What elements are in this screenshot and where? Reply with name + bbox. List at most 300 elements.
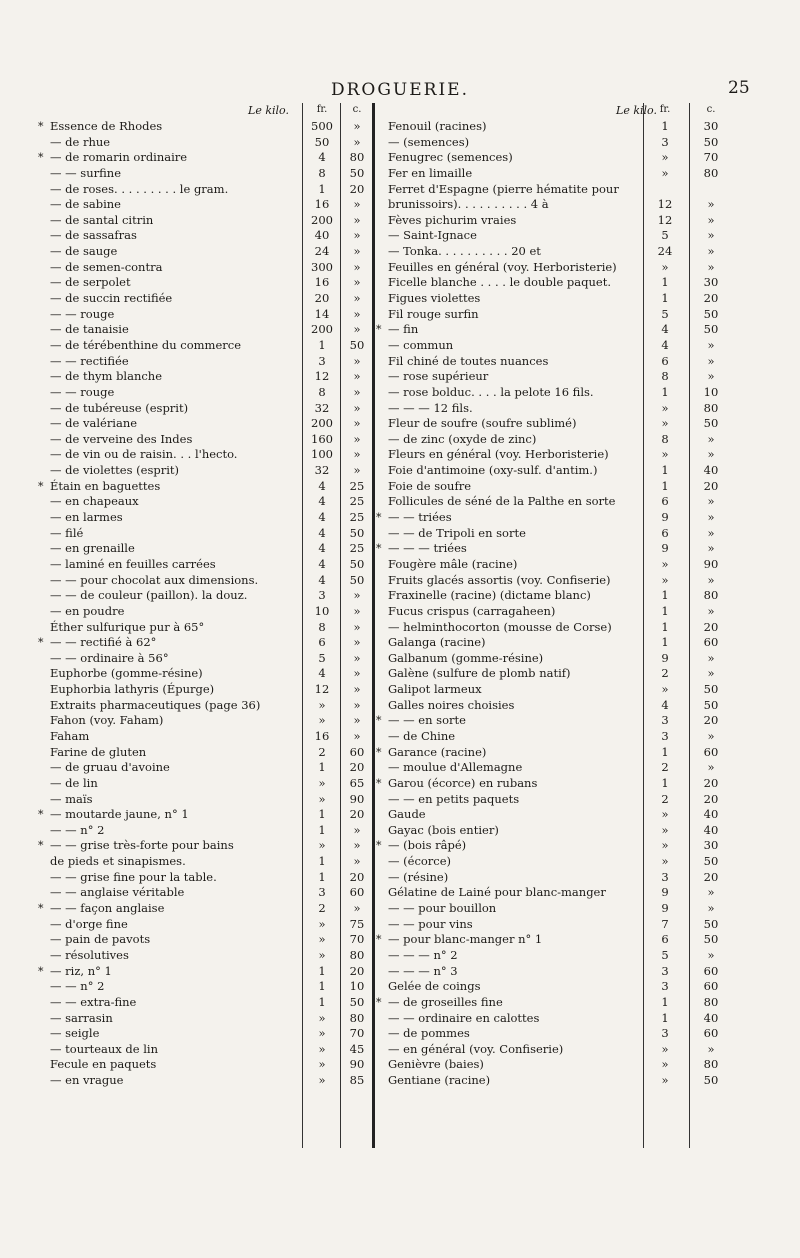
list-item [382, 682, 737, 698]
price-francs: 200 [311, 322, 333, 337]
item-name: — moulue d'Allemagne [388, 760, 523, 775]
price-francs: 12 [657, 197, 673, 212]
list-item [44, 228, 369, 244]
price-centimes: 60 [703, 963, 719, 978]
item-name: Ficelle blanche . . . . le double paquet. [388, 275, 611, 290]
price-centimes: » [353, 353, 361, 368]
list-item [44, 369, 369, 385]
item-name: Euphorbe (gomme-résine) [50, 666, 203, 681]
price-centimes: 85 [349, 1073, 365, 1088]
price-centimes: 70 [349, 1026, 365, 1041]
price-centimes: 20 [349, 869, 365, 884]
price-centimes: 60 [703, 744, 719, 759]
list-item [382, 870, 737, 886]
list-item [38, 150, 369, 166]
item-name: — résolutives [50, 947, 129, 962]
list-item [44, 776, 369, 792]
list-item [44, 526, 369, 542]
item-name: — de pommes [388, 1026, 470, 1041]
item-name: — — — 12 fils. [388, 400, 473, 415]
price-francs: 3 [318, 885, 326, 900]
item-name: Étain en baguettes [50, 478, 161, 493]
list-item [382, 213, 737, 229]
list-item [382, 416, 737, 432]
item-name: — d'orge fine [50, 916, 128, 931]
price-francs: 12 [314, 369, 330, 384]
list-item [382, 1011, 737, 1027]
item-name: — de semen-contra [50, 259, 163, 274]
price-centimes: 10 [703, 384, 719, 399]
price-francs: 1 [661, 119, 669, 133]
item-name: Fil rouge surfin [388, 306, 479, 321]
item-name: — de serpolet [50, 275, 131, 290]
item-name: Galipot larmeux [388, 682, 482, 697]
list-item [382, 244, 737, 260]
item-name: — de sassafras [50, 228, 137, 243]
price-francs: 5 [318, 650, 326, 665]
price-francs: 10 [314, 603, 330, 618]
price-francs: » [318, 932, 326, 947]
item-name: Galles noires choisies [388, 697, 515, 712]
price-centimes: 40 [703, 463, 719, 478]
price-francs: » [661, 416, 669, 431]
page-number: 25 [728, 78, 750, 98]
list-item [44, 932, 369, 948]
item-name: — de verveine des Indes [50, 431, 193, 446]
list-item [44, 729, 369, 745]
list-item [382, 291, 737, 307]
price-francs: » [318, 1057, 326, 1072]
price-francs: 6 [318, 635, 326, 650]
item-name: Fahon (voy. Faham) [50, 713, 164, 728]
item-name: — — ordinaire à 56° [50, 650, 169, 665]
price-francs: 1 [661, 603, 669, 618]
item-name: Gayac (bois entier) [388, 822, 499, 837]
price-francs: 3 [318, 588, 326, 603]
list-item [44, 651, 369, 667]
item-name: — — surfine [50, 165, 121, 180]
price-francs: 3 [661, 869, 669, 884]
price-centimes: » [707, 525, 715, 540]
list-item [382, 385, 737, 401]
price-francs: 16 [314, 197, 330, 212]
item-name: Fleurs en général (voy. Herboristerie) [388, 447, 609, 462]
item-name: Figues violettes [388, 291, 481, 306]
item-name: — — rouge [50, 384, 115, 399]
item-name: Faham [50, 728, 90, 743]
price-francs: 5 [661, 947, 669, 962]
list-item [38, 119, 369, 135]
price-francs: 1 [661, 275, 669, 290]
price-francs: » [318, 947, 326, 962]
price-centimes: » [353, 416, 361, 431]
price-centimes: » [353, 244, 361, 259]
item-name: — — grise très-forte pour bains [50, 838, 234, 853]
list-item [382, 1073, 737, 1089]
list-item [382, 635, 737, 651]
item-name: Fleur de soufre (soufre sublimé) [388, 416, 577, 431]
price-centimes: 50 [349, 525, 365, 540]
list-item [382, 854, 737, 870]
price-centimes: » [353, 322, 361, 337]
list-item [382, 354, 737, 370]
list-item [382, 369, 737, 385]
price-centimes: 80 [703, 1057, 719, 1072]
item-name: Gaude [388, 807, 426, 822]
item-name: — de zinc (oxyde de zinc) [388, 431, 537, 446]
item-name: — de lin [50, 775, 98, 790]
price-centimes: » [353, 728, 361, 743]
price-francs: » [318, 775, 326, 790]
list-item [44, 557, 369, 573]
price-centimes: 20 [703, 713, 719, 728]
price-francs: 1 [661, 463, 669, 478]
price-francs: 4 [661, 337, 669, 352]
list-item [44, 666, 369, 682]
list-item [376, 838, 737, 854]
item-name: — — n° 2 [50, 979, 105, 994]
price-centimes: » [707, 901, 715, 916]
price-francs: 4 [318, 666, 326, 681]
price-francs: 1 [661, 384, 669, 399]
price-centimes: » [353, 588, 361, 603]
price-centimes: » [353, 384, 361, 399]
left-column-header [44, 103, 369, 119]
right-price-list [376, 119, 737, 1089]
page-title: DROGUERIE. [330, 80, 469, 100]
price-francs: 4 [318, 541, 326, 556]
item-name: — en général (voy. Confiserie) [388, 1041, 564, 1056]
item-name: — — pour vins [388, 916, 473, 931]
price-francs: 2 [318, 901, 326, 916]
item-name: Fougère mâle (racine) [388, 556, 518, 571]
price-centimes: 75 [349, 916, 365, 931]
list-item [382, 979, 737, 995]
item-name: — de sauge [50, 244, 118, 259]
price-centimes: » [707, 885, 715, 900]
price-francs: 4 [318, 494, 326, 509]
list-item [38, 478, 369, 495]
item-name: — tourteaux de lin [50, 1041, 159, 1056]
price-francs: 20 [314, 291, 330, 306]
asterisk-mark: * [38, 479, 44, 493]
list-item [382, 948, 737, 964]
item-name: Fenugrec (semences) [388, 150, 513, 165]
item-name: Euphorbia lathyris (Épurge) [50, 682, 215, 697]
price-francs: 1 [661, 478, 669, 493]
price-francs: 6 [661, 932, 669, 947]
item-name: — — — triées [388, 541, 467, 556]
item-name: — Tonka. . . . . . . . . . 20 et [388, 244, 541, 259]
price-centimes: » [353, 619, 361, 634]
item-name: — — en sorte [388, 713, 466, 728]
list-item [38, 838, 369, 854]
price-centimes: » [353, 119, 361, 133]
price-francs: 4 [318, 556, 326, 571]
price-centimes: 50 [703, 697, 719, 712]
list-item [44, 870, 369, 886]
price-francs: » [318, 1041, 326, 1056]
list-item [44, 166, 369, 182]
price-centimes: » [707, 947, 715, 962]
item-name: — maïs [50, 791, 93, 806]
price-francs: 1 [661, 588, 669, 603]
item-name: — de valériane [50, 416, 138, 431]
item-name: — — pour chocolat aux dimensions. [50, 572, 259, 587]
price-francs: 8 [318, 384, 326, 399]
price-centimes: » [353, 650, 361, 665]
price-francs: 12 [314, 682, 330, 697]
asterisk-mark: * [38, 839, 44, 853]
price-francs: 2 [661, 791, 669, 806]
price-centimes: » [353, 682, 361, 697]
price-centimes: 25 [349, 541, 365, 556]
asterisk-mark: * [376, 933, 382, 947]
price-centimes: 20 [703, 791, 719, 806]
price-centimes: 60 [703, 635, 719, 650]
item-name: — — façon anglaise [50, 901, 165, 916]
price-francs: 9 [661, 541, 669, 556]
item-name: Gentiane (racine) [388, 1073, 491, 1088]
item-name: — de tubéreuse (esprit) [50, 400, 189, 415]
price-francs: » [661, 1073, 669, 1088]
price-francs: 1 [318, 854, 326, 869]
price-francs: » [318, 791, 326, 806]
price-centimes: » [353, 713, 361, 728]
list-item [382, 588, 737, 604]
price-centimes: » [707, 541, 715, 556]
price-centimes: 70 [703, 150, 719, 165]
item-name: — (écorce) [388, 854, 452, 869]
price-centimes: 45 [349, 1041, 365, 1056]
item-name: Garance (racine) [388, 744, 487, 759]
asterisk-mark: * [376, 323, 382, 337]
item-name: — de thym blanche [50, 369, 163, 384]
price-centimes: 50 [349, 572, 365, 587]
price-francs: » [318, 1073, 326, 1088]
price-centimes: 60 [349, 744, 365, 759]
list-item [44, 760, 369, 776]
list-item [376, 932, 737, 948]
item-name: de pieds et sinapismes. [50, 854, 186, 869]
price-centimes: 20 [703, 291, 719, 306]
list-item [382, 401, 737, 417]
price-centimes: 65 [349, 775, 365, 790]
item-name: Galène (sulfure de plomb natif) [388, 666, 571, 681]
price-centimes: 60 [703, 1026, 719, 1041]
asterisk-mark: * [376, 714, 382, 728]
list-item [382, 479, 737, 495]
price-francs: 2 [661, 760, 669, 775]
price-centimes: » [707, 447, 715, 462]
list-item [44, 291, 369, 307]
list-item [44, 385, 369, 401]
item-name: Fenouil (racines) [388, 119, 487, 133]
list-item [376, 994, 737, 1011]
price-centimes: 80 [703, 400, 719, 415]
price-centimes: 50 [349, 556, 365, 571]
price-centimes: 20 [703, 619, 719, 634]
item-name: Fil chiné de toutes nuances [388, 353, 549, 368]
price-francs: 1 [318, 869, 326, 884]
list-item [44, 682, 369, 698]
item-name: Garou (écorce) en rubans [388, 775, 538, 790]
price-francs: 4 [318, 510, 326, 525]
list-item [44, 979, 369, 995]
asterisk-mark: * [38, 902, 44, 916]
price-centimes: 50 [703, 322, 719, 337]
price-francs: 2 [318, 744, 326, 759]
price-francs: 5 [661, 306, 669, 321]
price-francs: 300 [311, 259, 333, 274]
price-francs: » [661, 854, 669, 869]
list-item [382, 917, 737, 933]
price-francs: 4 [318, 150, 326, 165]
price-francs: 1 [661, 619, 669, 634]
price-francs: 1 [661, 994, 669, 1009]
price-centimes: 20 [349, 181, 365, 196]
price-centimes: 20 [349, 807, 365, 822]
price-francs: 8 [318, 619, 326, 634]
list-item [382, 620, 737, 636]
list-item [382, 228, 737, 244]
list-item [44, 135, 369, 151]
price-francs: » [661, 572, 669, 587]
list-item [382, 1057, 737, 1073]
list-item [382, 573, 737, 589]
price-francs: 3 [661, 979, 669, 994]
price-centimes: 80 [703, 588, 719, 603]
price-centimes: » [353, 901, 361, 916]
list-item [44, 1011, 369, 1027]
list-item [44, 1057, 369, 1073]
price-centimes: » [353, 635, 361, 650]
price-centimes: » [353, 291, 361, 306]
price-centimes: » [707, 1041, 715, 1056]
asterisk-mark: * [376, 511, 382, 525]
price-francs: 9 [661, 901, 669, 916]
price-centimes: 25 [349, 494, 365, 509]
price-centimes: » [353, 134, 361, 149]
item-name: — en chapeaux [50, 494, 139, 509]
price-centimes: 80 [703, 994, 719, 1009]
item-name: — fin [388, 322, 419, 337]
list-item [44, 307, 369, 323]
list-item [44, 995, 369, 1011]
item-name: Fruits glacés assortis (voy. Confiserie) [388, 572, 611, 587]
price-centimes: 20 [349, 760, 365, 775]
item-name: Gélatine de Lainé pour blanc-manger [388, 885, 606, 900]
price-francs: » [318, 838, 326, 853]
price-francs: 5 [661, 228, 669, 243]
list-item [382, 651, 737, 667]
price-centimes: 50 [703, 932, 719, 947]
list-item [44, 244, 369, 260]
item-name: Farine de gluten [50, 744, 147, 759]
list-item [382, 275, 737, 291]
price-francs: » [318, 697, 326, 712]
list-item [38, 635, 369, 651]
price-centimes: 20 [703, 869, 719, 884]
item-name: — de rhue [50, 134, 111, 149]
price-francs: 3 [318, 353, 326, 368]
price-centimes: » [353, 228, 361, 243]
list-item [376, 713, 737, 729]
price-centimes: 50 [703, 682, 719, 697]
price-francs: 16 [314, 275, 330, 290]
price-centimes: » [707, 353, 715, 368]
item-name: — sarrasin [50, 1010, 113, 1025]
list-item [44, 197, 369, 213]
item-name: Galbanum (gomme-résine) [388, 650, 544, 665]
price-centimes: » [353, 447, 361, 462]
item-name: — (bois râpé) [388, 838, 467, 853]
price-centimes: 30 [703, 119, 719, 133]
price-centimes: 50 [349, 337, 365, 352]
list-item [382, 964, 737, 980]
price-francs: 4 [661, 322, 669, 337]
list-item [382, 463, 737, 479]
price-francs: 7 [661, 916, 669, 931]
price-centimes: 40 [703, 822, 719, 837]
list-item [44, 494, 369, 510]
price-francs: 8 [661, 369, 669, 384]
price-francs: 9 [661, 510, 669, 525]
list-item [382, 432, 737, 448]
price-centimes: 25 [349, 478, 365, 493]
list-item [382, 182, 737, 198]
price-francs: 3 [661, 134, 669, 149]
item-name: — helminthocorton (mousse de Corse) [388, 619, 612, 634]
price-francs: 100 [311, 447, 333, 462]
list-item [382, 307, 737, 323]
list-item [44, 213, 369, 229]
item-name: Fer en limaille [388, 165, 473, 180]
price-francs: » [661, 838, 669, 853]
price-francs: » [661, 400, 669, 415]
price-centimes: » [707, 228, 715, 243]
price-francs: 6 [661, 494, 669, 509]
item-name: — — de Tripoli en sorte [388, 525, 526, 540]
price-francs: 12 [657, 212, 673, 227]
price-centimes: » [707, 244, 715, 259]
price-centimes: 50 [703, 306, 719, 321]
list-item [38, 963, 369, 980]
price-centimes: » [353, 603, 361, 618]
price-centimes: » [353, 369, 361, 384]
list-item [44, 698, 369, 714]
price-francs: 40 [314, 228, 330, 243]
right-column-header [382, 103, 737, 119]
list-item [44, 432, 369, 448]
price-francs: 1 [661, 635, 669, 650]
item-name: — de tanaisie [50, 322, 129, 337]
price-francs: 3 [661, 728, 669, 743]
list-item [44, 792, 369, 808]
price-francs: 1 [318, 807, 326, 822]
price-centimes: » [707, 369, 715, 384]
price-francs: 1 [661, 291, 669, 306]
list-item [382, 557, 737, 573]
price-francs: 16 [314, 728, 330, 743]
asterisk-mark: * [38, 151, 44, 165]
price-francs: 1 [318, 963, 326, 978]
item-name: — laminé en feuilles carrées [50, 556, 216, 571]
list-item [376, 510, 737, 526]
price-centimes: » [353, 197, 361, 212]
list-item [44, 510, 369, 526]
list-item [38, 901, 369, 917]
